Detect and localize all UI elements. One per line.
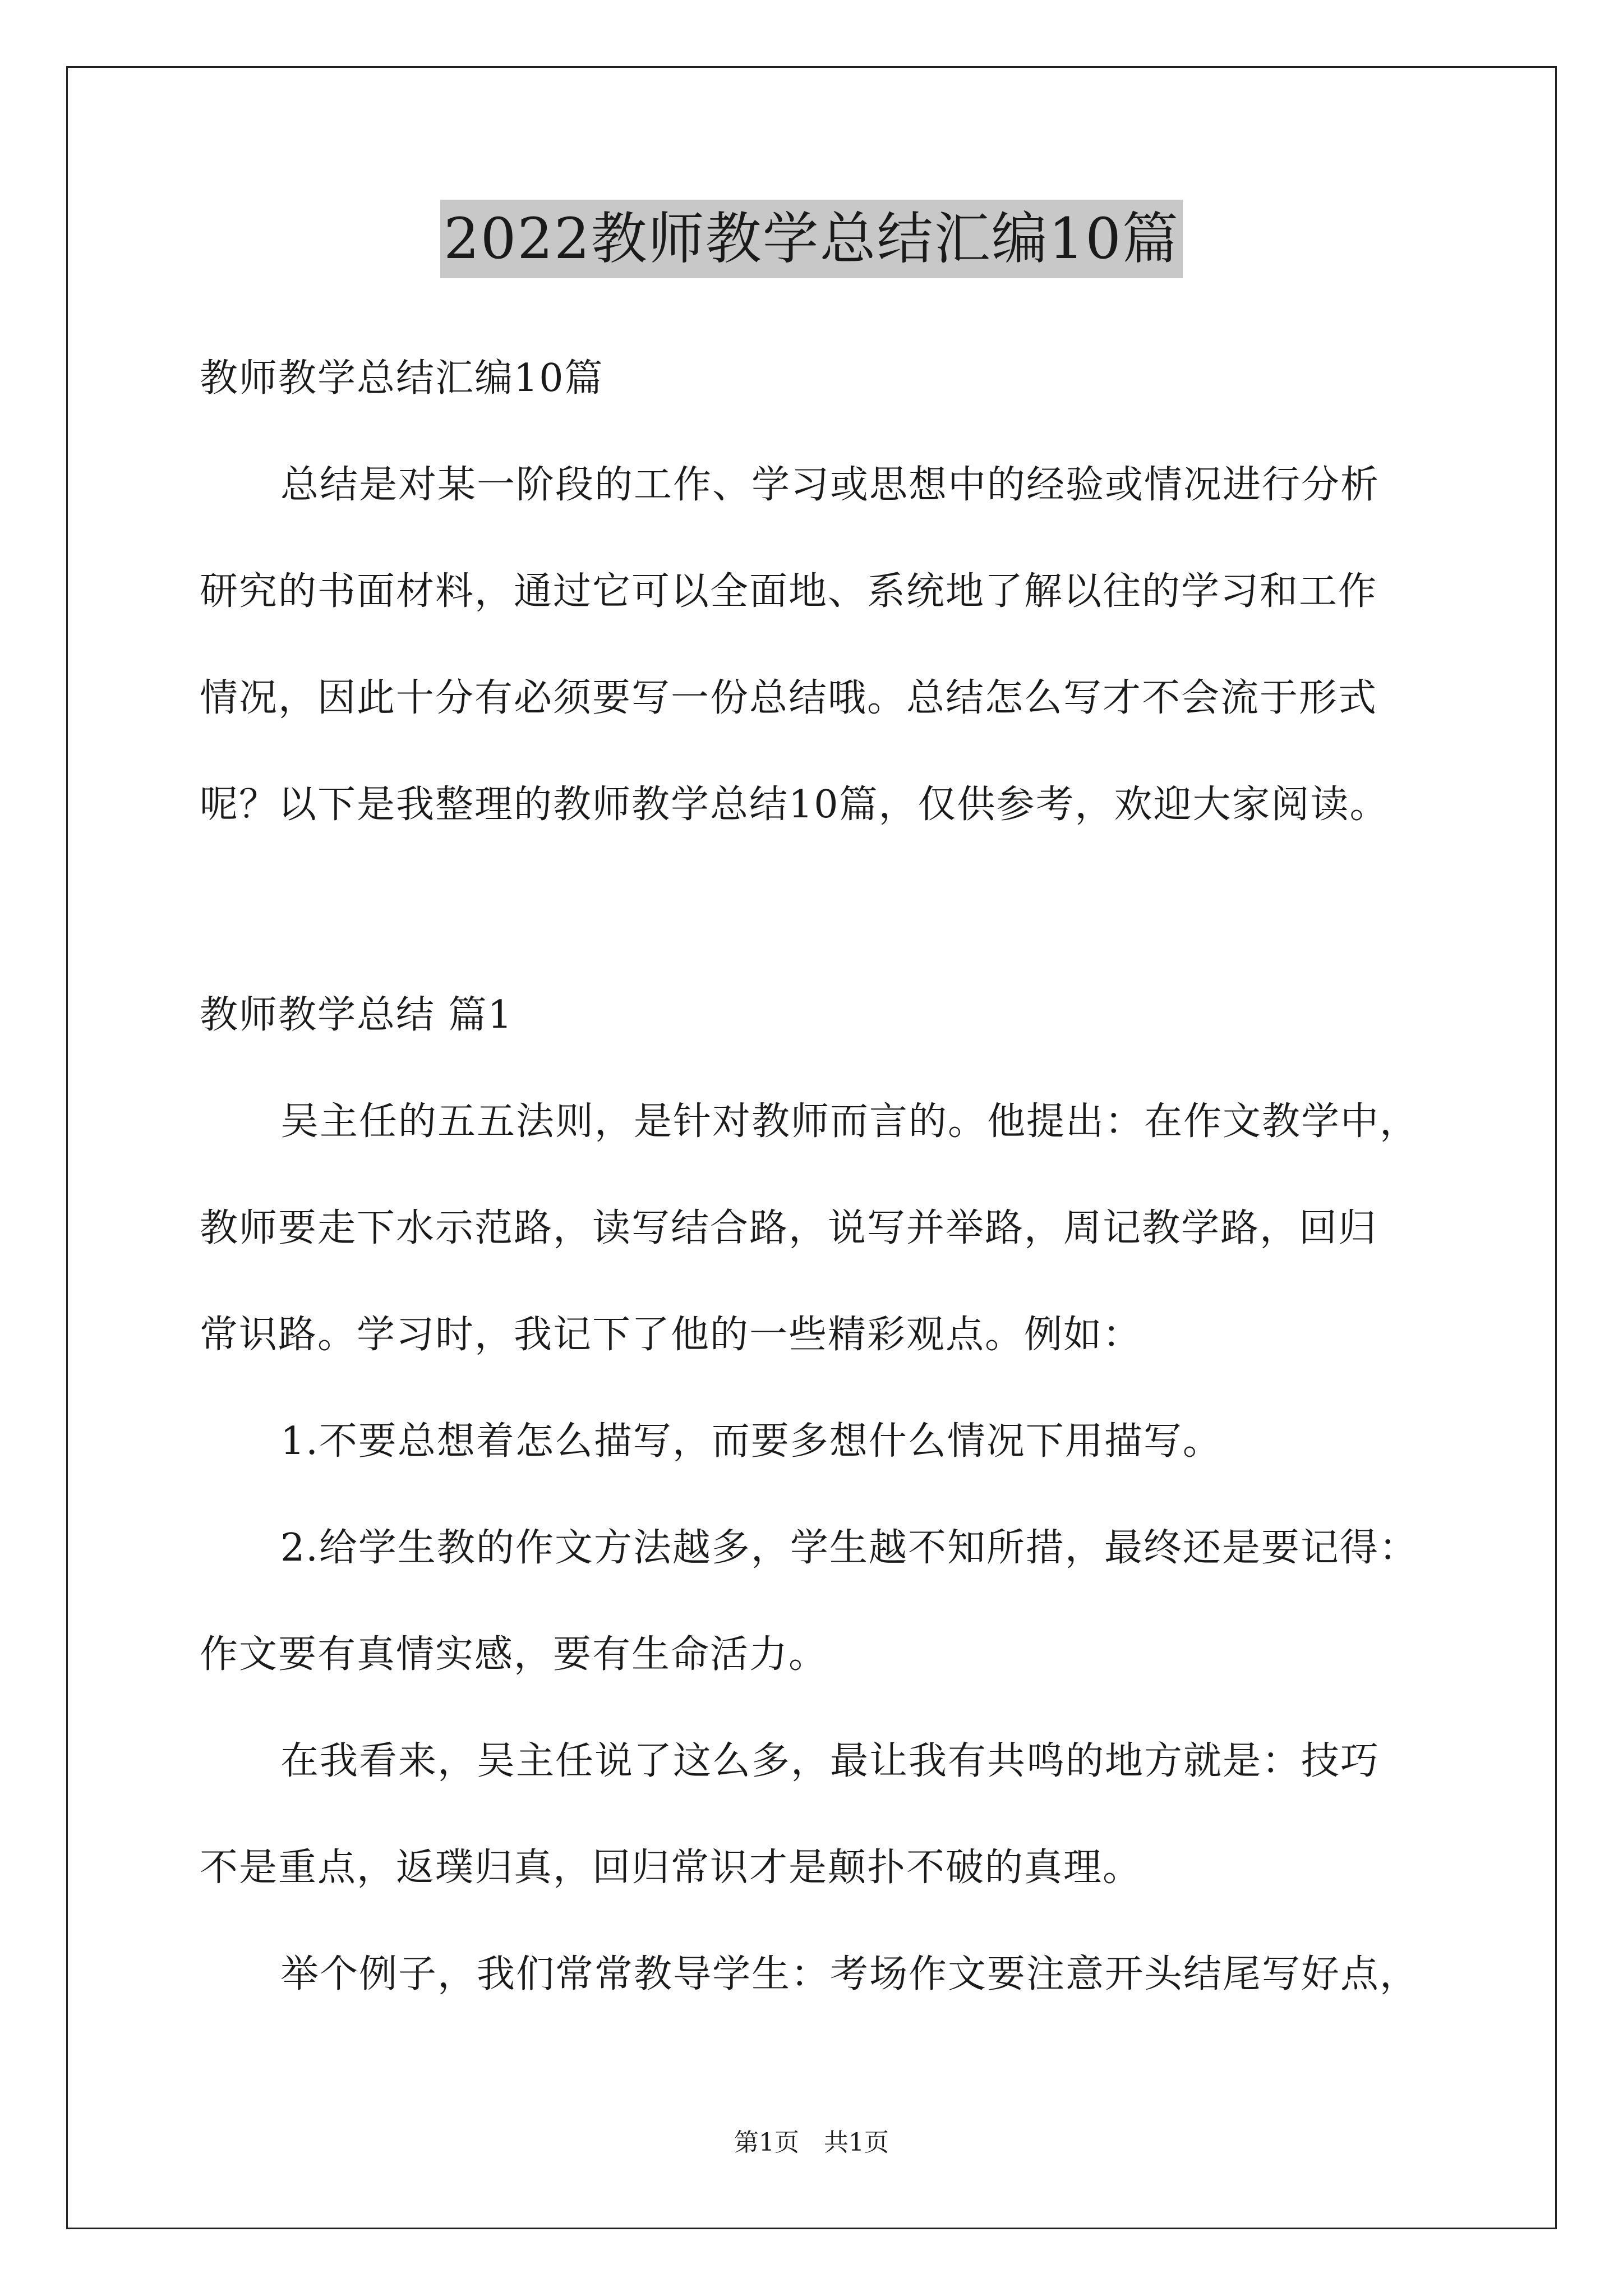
paragraph-line: 研究的书面材料，通过它可以全面地、系统地了解以往的学习和工作 [200,569,1378,614]
paragraph-line: 作文要有真情实感，要有生命活力。 [200,1632,828,1677]
paragraph-line: 情况，因此十分有必须要写一份总结哦。总结怎么写才不会流于形式 [200,676,1378,720]
subtitle-line: 教师教学总结汇编10篇 [200,356,604,401]
section-heading: 教师教学总结 篇1 [200,993,513,1037]
paragraph-line: 不是重点，返璞归真，回归常识才是颠扑不破的真理。 [200,1846,1142,1890]
list-item: 1.不要总想着怎么描写，而要多想什么情况下用描写。 [280,1419,1222,1464]
document-title: 2022教师教学总结汇编10篇 [440,200,1183,278]
paragraph-line: 举个例子，我们常常教导学生：考场作文要注意开头结尾写好点， [280,1952,1419,1996]
paragraph-line: 呢？以下是我整理的教师教学总结10篇，仅供参考，欢迎大家阅读。 [200,783,1389,827]
paragraph-line: 总结是对某一阶段的工作、学习或思想中的经验或情况进行分析 [280,463,1380,507]
paragraph-line: 在我看来，吴主任说了这么多，最让我有共鸣的地方就是：技巧 [280,1739,1380,1783]
title-wrap [0,200,1623,278]
paragraph-line: 吴主任的五五法则，是针对教师而言的。他提出：在作文教学中， [280,1099,1419,1144]
page-footer: 第1页 共1页 [734,2128,889,2157]
paragraph-line: 教师要走下水示范路，读写结合路，说写并举路，周记教学路，回归 [200,1206,1378,1250]
paragraph-line: 常识路。学习时，我记下了他的一些精彩观点。例如： [200,1313,1142,1357]
list-item: 2.给学生教的作文方法越多，学生越不知所措，最终还是要记得： [280,1526,1418,1570]
